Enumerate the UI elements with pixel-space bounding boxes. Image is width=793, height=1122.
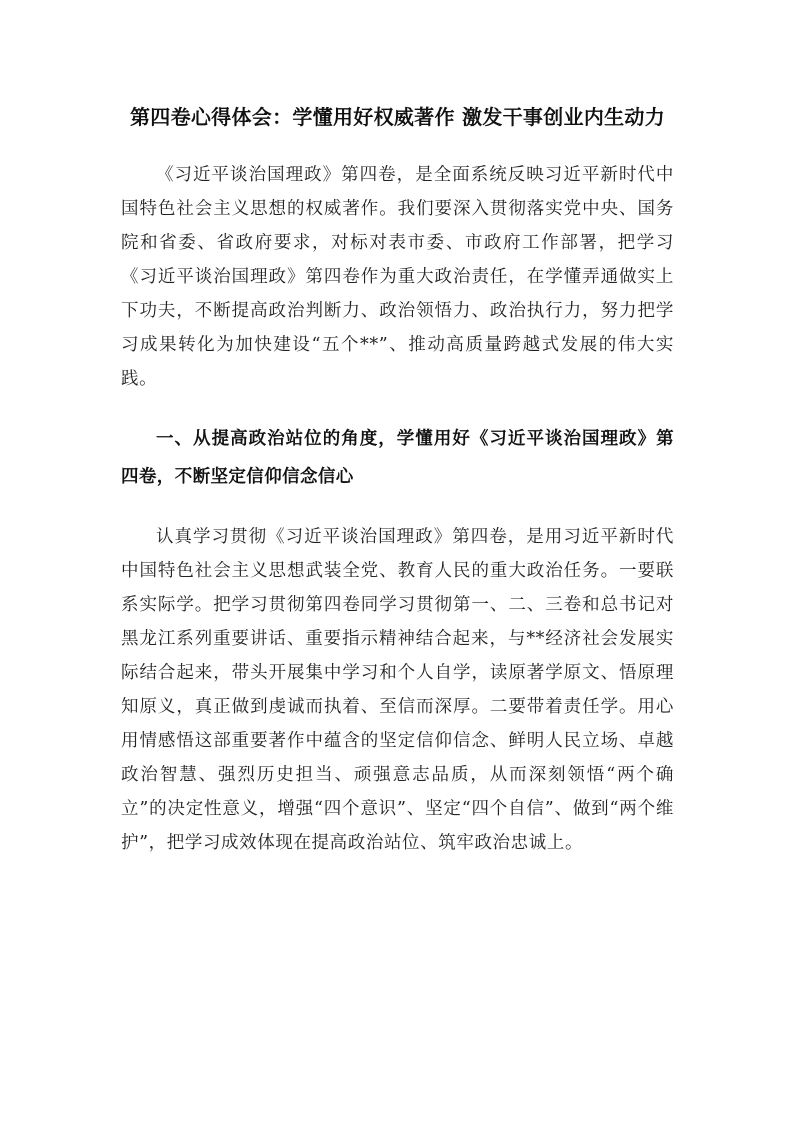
section-1-paragraph: 认真学习贯彻《习近平谈治国理政》第四卷，是用习近平新时代中国特色社会主义思想武装全党、教育人民的重大政治任务。一要联系实际学。把学习贯彻第四卷同学习贯彻第一、二、三卷和总书记对黑龙江系列重要讲话、重要指示精神结合起来，与**经济社会发展实际结合起来，带头开展集中学习和个人自学，读原著学原文、悟原理知原义，真正做到虔诚而执着、至信而深厚。二要带着责任学。用心用情感悟这部重要著作中蕴含的坚定信仰信念、鲜明人民立场、卓越政治智慧、强烈历史担当、顽强意志品质，从而深刻领悟“两个确立”的决定性意义，增强“四个意识”、坚定“四个自信”、做到“两个维护”，把学习成效体现在提高政治站位、筑牢政治忠诚上。 [121, 527, 674, 853]
document-page [121, 0, 674, 860]
intro-paragraph: 《习近平谈治国理政》第四卷，是全面系统反映习近平新时代中国特色社会主义思想的权威著作。我们要深入贯彻落实党中央、国务院和省委、省政府要求，对标对表市委、市政府工作部署，把学习《习近平谈治国理政》第四卷作为重大政治责任，在学懂弄通做实上下功夫，不断提高政治判断力、政治领悟力、政治执行力，努力把学习成果转化为加快建设“五个**”、推动高质量跨越式发展的伟大实践。 [121, 165, 674, 389]
section-1-heading: 一、从提高政治站位的角度，学懂用好《习近平谈治国理政》第四卷，不断坚定信仰信念信心 [121, 429, 674, 487]
document-title: 第四卷心得体会：学懂用好权威著作 激发干事创业内生动力 [129, 105, 666, 129]
